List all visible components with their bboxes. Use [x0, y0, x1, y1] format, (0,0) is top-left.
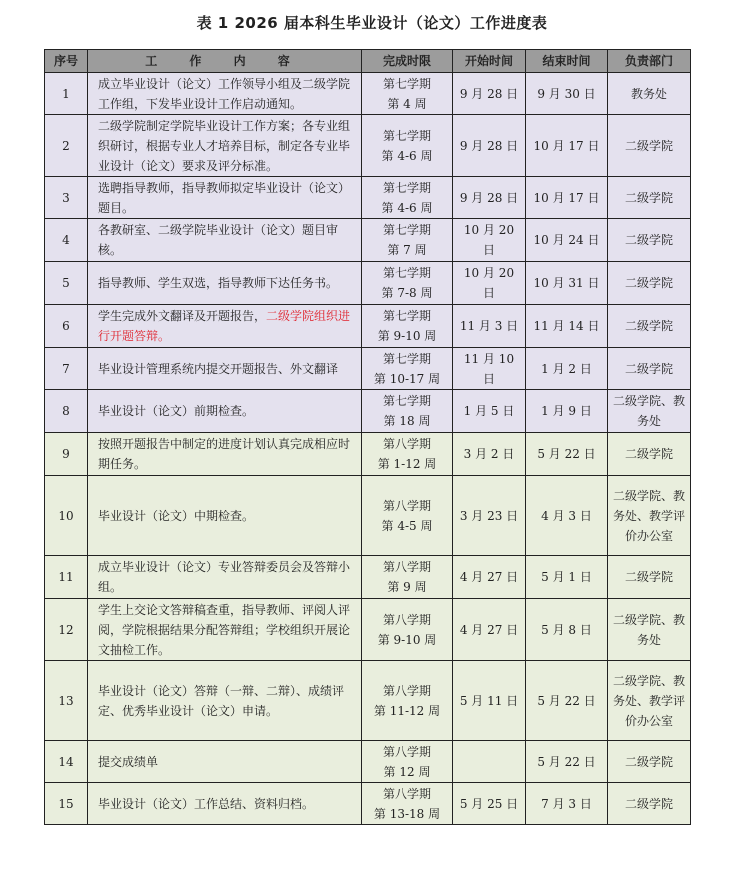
- cell-deadline: [362, 661, 453, 741]
- cell-start: 11 月 3 日: [453, 305, 526, 348]
- cell-content: [88, 348, 362, 390]
- deadline-week: 第 13-18 周: [373, 806, 441, 821]
- deadline-term: 第七学期: [382, 180, 431, 195]
- cell-content: [88, 556, 362, 599]
- deadline-week: 第 10-17 周: [373, 371, 441, 386]
- deadline-week: 第 4-5 周: [381, 518, 433, 533]
- cell-deadline: [362, 433, 453, 476]
- cell-seq: 6: [45, 305, 88, 348]
- deadline-term: 第七学期: [382, 128, 431, 143]
- table-row: [45, 556, 691, 599]
- cell-dept: 二级学院、教务处: [608, 390, 691, 433]
- table-row: [45, 661, 691, 741]
- cell-deadline: [362, 599, 453, 661]
- deadline-term: 第七学期: [382, 266, 431, 280]
- deadline-week: 第 4-6 周: [381, 148, 433, 163]
- cell-seq: 5: [45, 262, 88, 305]
- cell-dept: 二级学院: [608, 262, 691, 305]
- table-row: [45, 305, 691, 348]
- deadline-week: 第 11-12 周: [373, 703, 441, 718]
- cell-seq: 9: [45, 433, 88, 476]
- table-row: [45, 348, 691, 390]
- cell-start: 10 月 20 日: [453, 219, 526, 262]
- cell-start: 9 月 28 日: [453, 73, 526, 115]
- table-row: [45, 783, 691, 825]
- content-text: 毕业设计（论文）中期检查。: [98, 508, 255, 523]
- deadline-term: 第七学期: [382, 223, 431, 237]
- cell-seq: 4: [45, 219, 88, 262]
- cell-seq: 11: [45, 556, 88, 599]
- cell-start: 4 月 27 日: [453, 556, 526, 599]
- table-body: [45, 73, 691, 825]
- cell-content: [88, 783, 362, 825]
- cell-seq: 14: [45, 741, 88, 783]
- table-row: [45, 177, 691, 219]
- content-text: 提交成绩单: [98, 754, 159, 769]
- cell-deadline: [362, 783, 453, 825]
- cell-end: 10 月 17 日: [526, 177, 608, 219]
- deadline-week: 第 7 周: [387, 243, 427, 257]
- cell-content: [88, 262, 362, 305]
- content-text: 学生上交论文答辩稿查重，指导教师、评阅人评阅，学院根据结果分配答辩组；学校组织开展论文抽检工作。: [98, 602, 351, 657]
- cell-end: 11 月 14 日: [526, 305, 608, 348]
- table-row: [45, 262, 691, 305]
- content-text: 选聘指导教师，指导教师拟定毕业设计（论文）题目。: [98, 180, 351, 215]
- content-text: 学生完成外文翻译及开题报告，: [98, 309, 267, 323]
- cell-dept: 二级学院: [608, 741, 691, 783]
- cell-end: 5 月 22 日: [526, 741, 608, 783]
- cell-start: 1 月 5 日: [453, 390, 526, 433]
- table-row: [45, 476, 691, 556]
- cell-end: 10 月 31 日: [526, 262, 608, 305]
- content-text: 毕业设计管理系统内提交开题报告、外文翻译: [98, 361, 339, 376]
- cell-end: 7 月 3 日: [526, 783, 608, 825]
- cell-end: 1 月 2 日: [526, 348, 608, 390]
- cell-dept: 二级学院: [608, 783, 691, 825]
- table-row: [45, 741, 691, 783]
- cell-seq: 15: [45, 783, 88, 825]
- cell-end: 4 月 3 日: [526, 476, 608, 556]
- deadline-term: 第八学期: [382, 786, 431, 801]
- content-text: 各教研室、二级学院毕业设计（论文）题目审核。: [98, 223, 339, 257]
- content-text: 二级学院制定学院毕业设计工作方案；各专业组织研讨，根据专业人才培养目标，制定各专业毕业设计（论文）要求及评分标准。: [98, 118, 351, 173]
- cell-start: 3 月 2 日: [453, 433, 526, 476]
- cell-dept: 二级学院: [608, 556, 691, 599]
- deadline-week: 第 9 周: [387, 580, 427, 594]
- cell-deadline: [362, 305, 453, 348]
- cell-start: 9 月 28 日: [453, 177, 526, 219]
- header-row: [45, 50, 691, 73]
- cell-dept: 二级学院: [608, 433, 691, 476]
- cell-seq: 3: [45, 177, 88, 219]
- cell-seq: 10: [45, 476, 88, 556]
- cell-deadline: [362, 73, 453, 115]
- deadline-week: 第 9-10 周: [377, 632, 437, 647]
- header-end: 结束时间: [526, 50, 608, 73]
- cell-end: 10 月 17 日: [526, 115, 608, 177]
- deadline-week: 第 12 周: [383, 764, 431, 779]
- cell-deadline: [362, 556, 453, 599]
- cell-dept: 二级学院: [608, 177, 691, 219]
- content-text: 毕业设计（论文）答辩（一辩、二辩）、成绩评定、优秀毕业设计（论文）申请。: [98, 683, 345, 718]
- cell-deadline: [362, 262, 453, 305]
- deadline-week: 第 18 周: [383, 414, 431, 428]
- content-text: 毕业设计（论文）前期检查。: [98, 404, 255, 418]
- cell-end: 9 月 30 日: [526, 73, 608, 115]
- cell-start: [453, 741, 526, 783]
- cell-start: 10 月 20 日: [453, 262, 526, 305]
- cell-dept: 二级学院、教务处、教学评价办公室: [608, 661, 691, 741]
- cell-start: 11 月 10 日: [453, 348, 526, 390]
- cell-content: [88, 73, 362, 115]
- deadline-week: 第 7-8 周: [381, 286, 433, 300]
- content-text: 毕业设计（论文）工作总结、资料归档。: [98, 796, 315, 811]
- cell-seq: 8: [45, 390, 88, 433]
- cell-dept: 教务处: [608, 73, 691, 115]
- header-start: 开始时间: [453, 50, 526, 73]
- cell-content: [88, 390, 362, 433]
- cell-end: 1 月 9 日: [526, 390, 608, 433]
- cell-start: 4 月 27 日: [453, 599, 526, 661]
- cell-deadline: [362, 476, 453, 556]
- cell-start: 9 月 28 日: [453, 115, 526, 177]
- deadline-term: 第七学期: [382, 76, 431, 91]
- table-row: [45, 390, 691, 433]
- table-row: [45, 433, 691, 476]
- cell-start: 3 月 23 日: [453, 476, 526, 556]
- cell-dept: 二级学院: [608, 348, 691, 390]
- cell-end: 5 月 22 日: [526, 661, 608, 741]
- cell-seq: 12: [45, 599, 88, 661]
- deadline-term: 第八学期: [382, 437, 431, 451]
- table-row: [45, 73, 691, 115]
- cell-seq: 1: [45, 73, 88, 115]
- deadline-term: 第七学期: [382, 351, 431, 366]
- deadline-term: 第八学期: [382, 498, 431, 513]
- deadline-term: 第七学期: [382, 309, 431, 323]
- schedule-table: [44, 49, 691, 825]
- cell-content: [88, 219, 362, 262]
- cell-content: [88, 433, 362, 476]
- cell-deadline: [362, 348, 453, 390]
- content-highlight: 二级学院组织进行开题答辩。: [98, 309, 351, 343]
- deadline-term: 第八学期: [382, 560, 431, 574]
- table-row: [45, 219, 691, 262]
- header-content: 工 作 内 容: [88, 50, 362, 73]
- content-text: 按照开题报告中制定的进度计划认真完成相应时期任务。: [98, 437, 351, 471]
- cell-end: 5 月 22 日: [526, 433, 608, 476]
- cell-end: 5 月 1 日: [526, 556, 608, 599]
- table-row: [45, 115, 691, 177]
- cell-seq: 2: [45, 115, 88, 177]
- cell-dept: 二级学院、教务处、教学评价办公室: [608, 476, 691, 556]
- cell-start: 5 月 11 日: [453, 661, 526, 741]
- cell-end: 10 月 24 日: [526, 219, 608, 262]
- content-text: 指导教师、学生双选，指导教师下达任务书。: [98, 276, 339, 290]
- cell-dept: 二级学院: [608, 115, 691, 177]
- deadline-week: 第 1-12 周: [377, 457, 437, 471]
- deadline-term: 第八学期: [382, 683, 431, 698]
- cell-content: [88, 661, 362, 741]
- deadline-term: 第八学期: [382, 612, 431, 627]
- table-row: [45, 599, 691, 661]
- deadline-week: 第 9-10 周: [377, 329, 437, 343]
- cell-seq: 7: [45, 348, 88, 390]
- cell-content: [88, 476, 362, 556]
- cell-content: [88, 741, 362, 783]
- cell-content: [88, 177, 362, 219]
- cell-deadline: [362, 177, 453, 219]
- content-text: 成立毕业设计（论文）工作领导小组及二级学院工作组，下发毕业设计工作启动通知。: [98, 76, 351, 111]
- header-deadline: 完成时限: [362, 50, 453, 73]
- deadline-term: 第八学期: [382, 744, 431, 759]
- cell-dept: 二级学院、教务处: [608, 599, 691, 661]
- deadline-term: 第七学期: [382, 394, 431, 408]
- cell-content: [88, 599, 362, 661]
- cell-dept: 二级学院: [608, 305, 691, 348]
- cell-content: [88, 305, 362, 348]
- deadline-week: 第 4-6 周: [381, 200, 433, 215]
- cell-dept: 二级学院: [608, 219, 691, 262]
- header-dept: 负责部门: [608, 50, 691, 73]
- cell-deadline: [362, 219, 453, 262]
- content-text: 成立毕业设计（论文）专业答辩委员会及答辩小组。: [98, 560, 351, 594]
- cell-start: 5 月 25 日: [453, 783, 526, 825]
- deadline-week: 第 4 周: [387, 96, 427, 111]
- header-seq: 序号: [45, 50, 88, 73]
- cell-deadline: [362, 741, 453, 783]
- cell-end: 5 月 8 日: [526, 599, 608, 661]
- cell-deadline: [362, 390, 453, 433]
- cell-content: [88, 115, 362, 177]
- cell-seq: 13: [45, 661, 88, 741]
- cell-deadline: [362, 115, 453, 177]
- table-title: 表 1 2026 届本科生毕业设计（论文）工作进度表: [196, 14, 548, 32]
